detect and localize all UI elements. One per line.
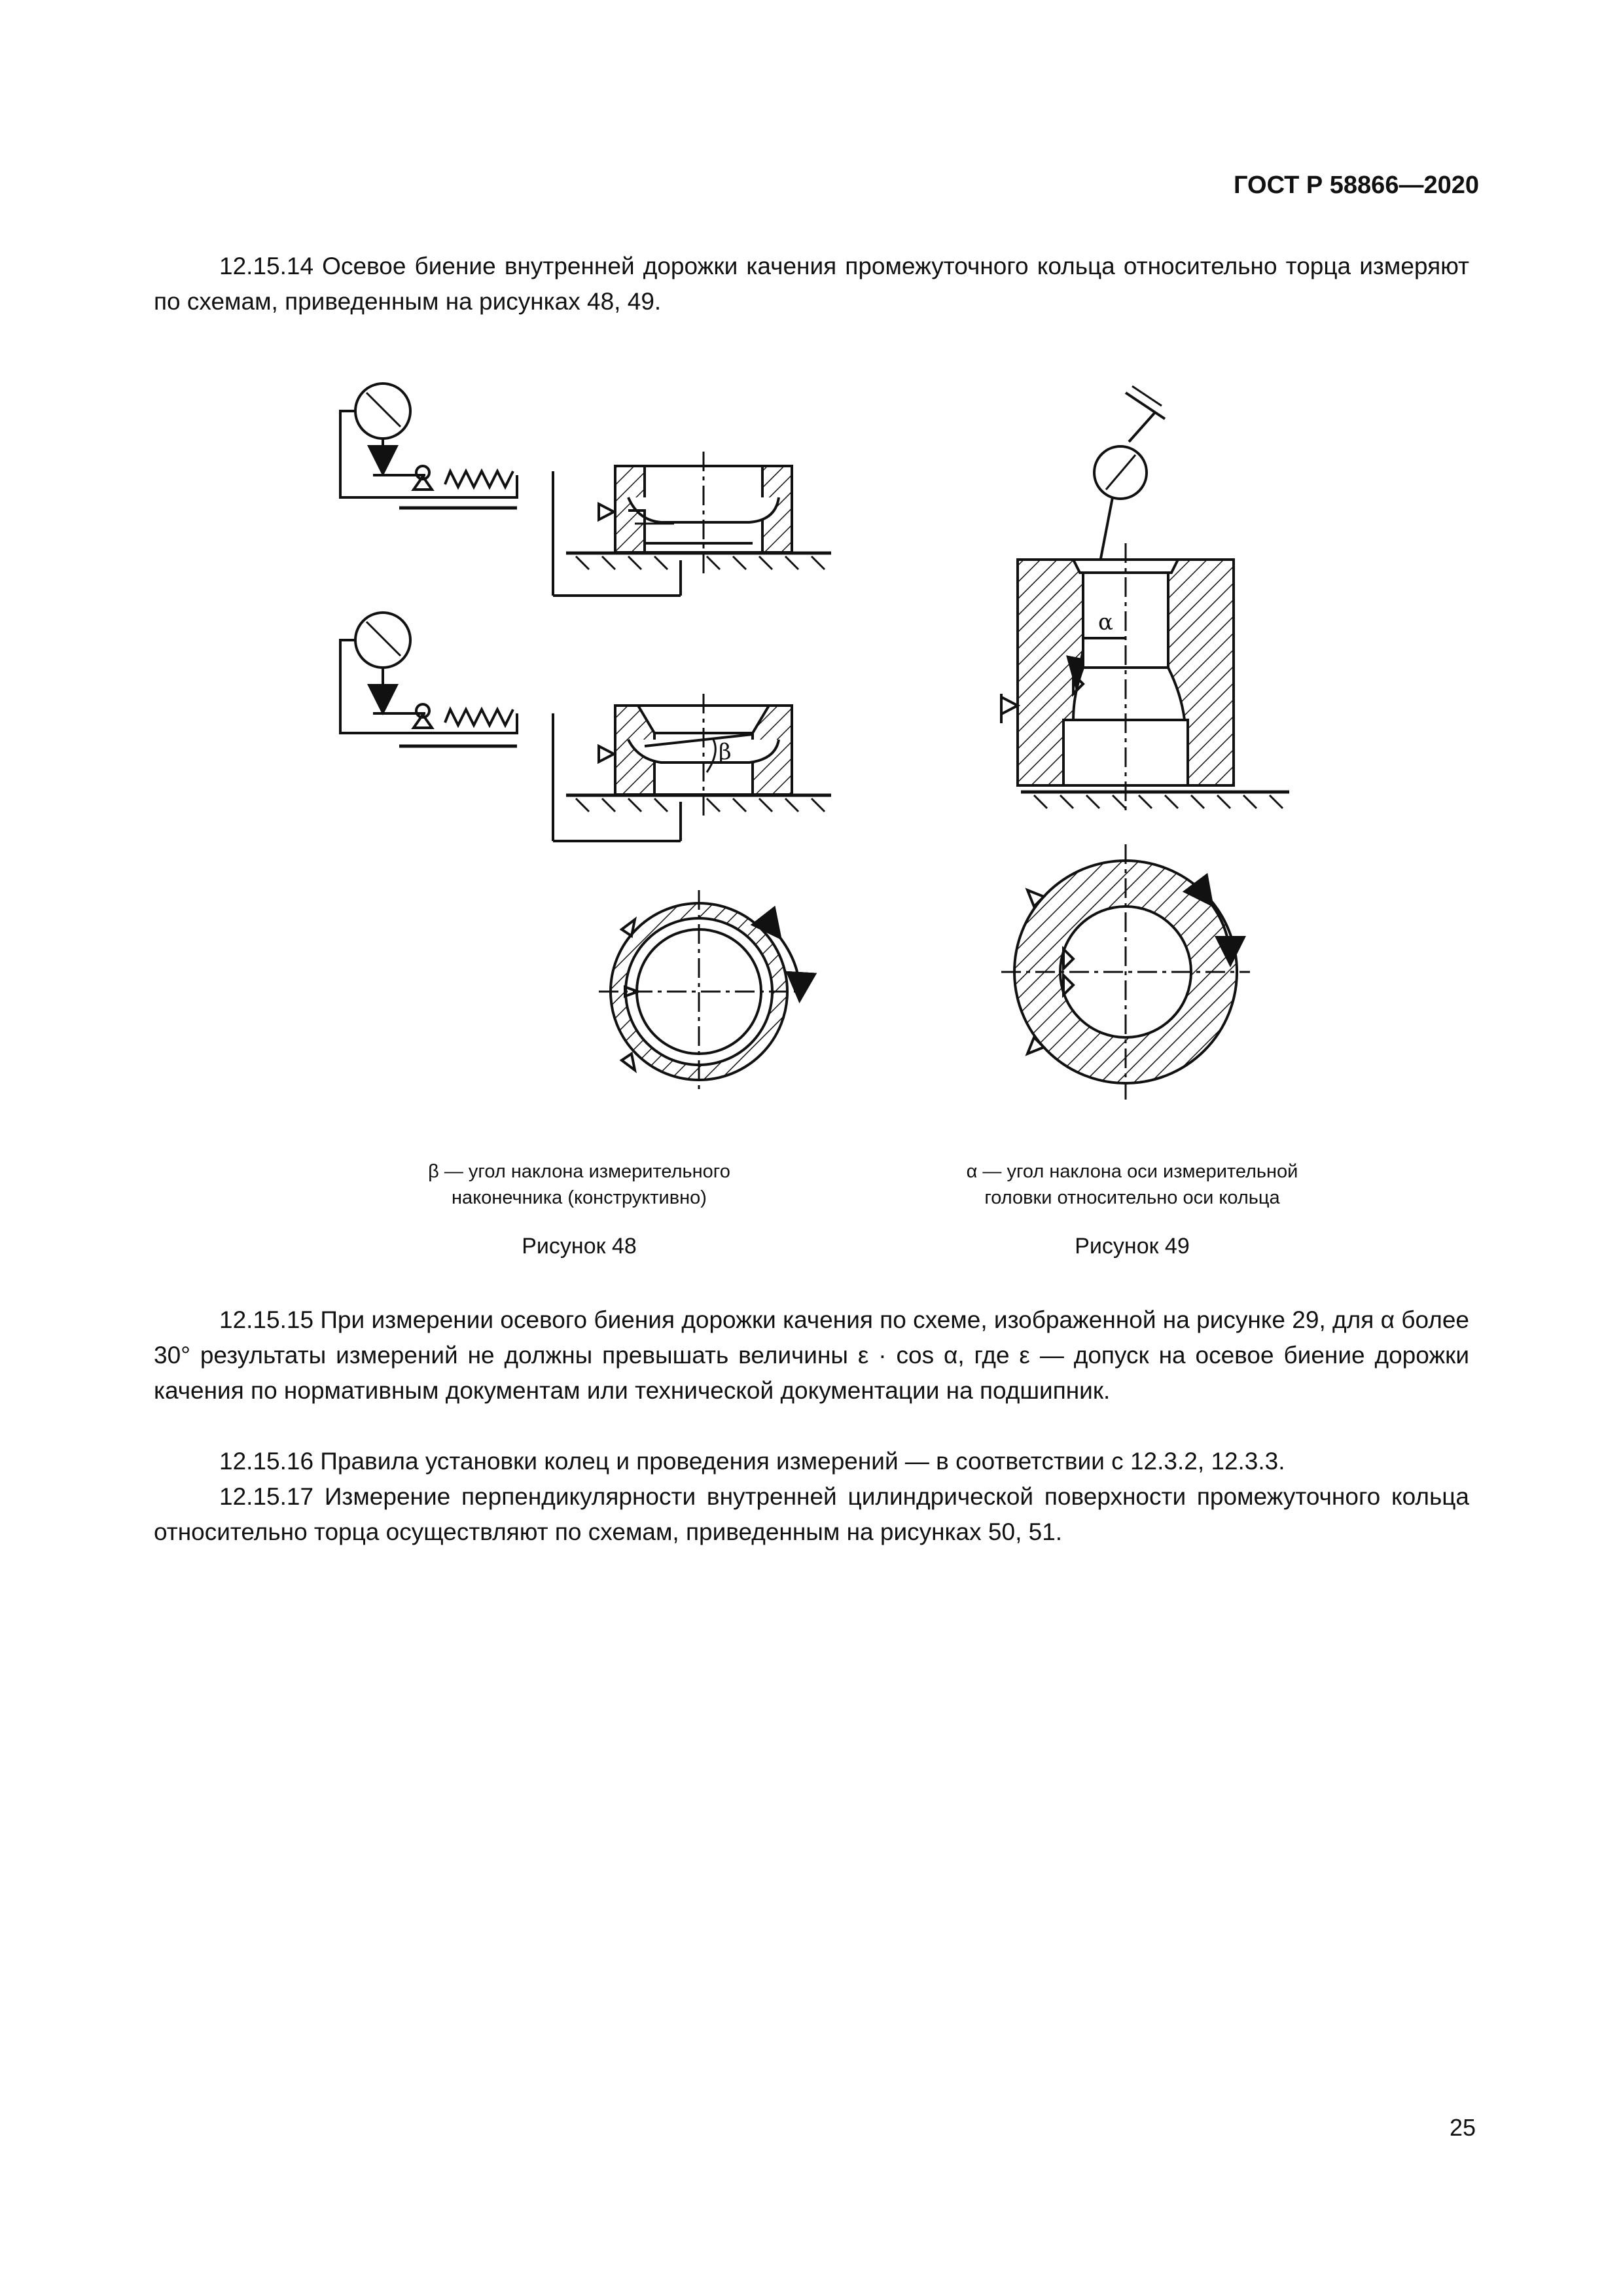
dial-indicator-icon <box>355 384 410 439</box>
caption-line: α — угол наклона оси измерительной <box>966 1161 1298 1182</box>
paragraph-text: 12.15.16 Правила установки колец и проведения измерений — в соответствии с 12.3.2, 12.3.3. <box>219 1448 1285 1475</box>
figure-49-label: Рисунок 49 <box>1075 1234 1190 1259</box>
page-number: 25 <box>1449 2114 1476 2141</box>
beta-symbol: β <box>719 739 732 765</box>
caption-line: β — угол наклона измерительного <box>428 1161 730 1182</box>
dial-indicator-icon <box>355 613 410 668</box>
paragraph-12-15-16 <box>154 1444 1469 1479</box>
ground-hatch-fig49 <box>1034 795 1283 808</box>
paragraph-12-15-15 <box>154 1302 1469 1408</box>
figure-48-upper-scheme <box>340 384 831 596</box>
figure-49-section-view <box>1001 386 1289 812</box>
figure-48-caption <box>363 1158 795 1211</box>
figure-49-caption <box>903 1158 1361 1211</box>
paragraph-12-15-17 <box>154 1479 1469 1550</box>
figure-48-label: Рисунок 48 <box>522 1234 637 1259</box>
caption-line: наконечника (конструктивно) <box>452 1187 707 1208</box>
ground-hatch-upper <box>576 556 825 569</box>
figure-49-ring-plan-view <box>1001 844 1250 1100</box>
paragraph-text: 12.15.17 Измерение перпендикулярности внутренней цилиндрической поверхности промежуточного кольца относительно торца осуществляют по схемам, приведенным на рисунках 50, 51. <box>154 1483 1469 1545</box>
caption-line: головки относительно оси кольца <box>984 1187 1280 1208</box>
ground-hatch-lower <box>576 798 825 812</box>
paragraph-text: 12.15.15 При измерении осевого биения дорожки качения по схеме, изображенной на рисунке 29, для α более 30° результаты измерений не должны превышать величины ε · cos α, где ε — допуск на осевое биение дорожки качения по нормативным документам или технической документации на подшипник. <box>154 1306 1469 1404</box>
alpha-symbol: α <box>1098 609 1113 636</box>
figure-48-ring-plan-view <box>599 890 805 1093</box>
document-id: ГОСТ Р 58866—2020 <box>1234 171 1479 199</box>
figure-48-lower-scheme <box>340 613 831 841</box>
paragraph-text: 12.15.14 Осевое биение внутренней дорожки качения промежуточного кольца относительно торца измеряют по схемам, приведенным на рисунках 48, 49. <box>154 253 1469 315</box>
